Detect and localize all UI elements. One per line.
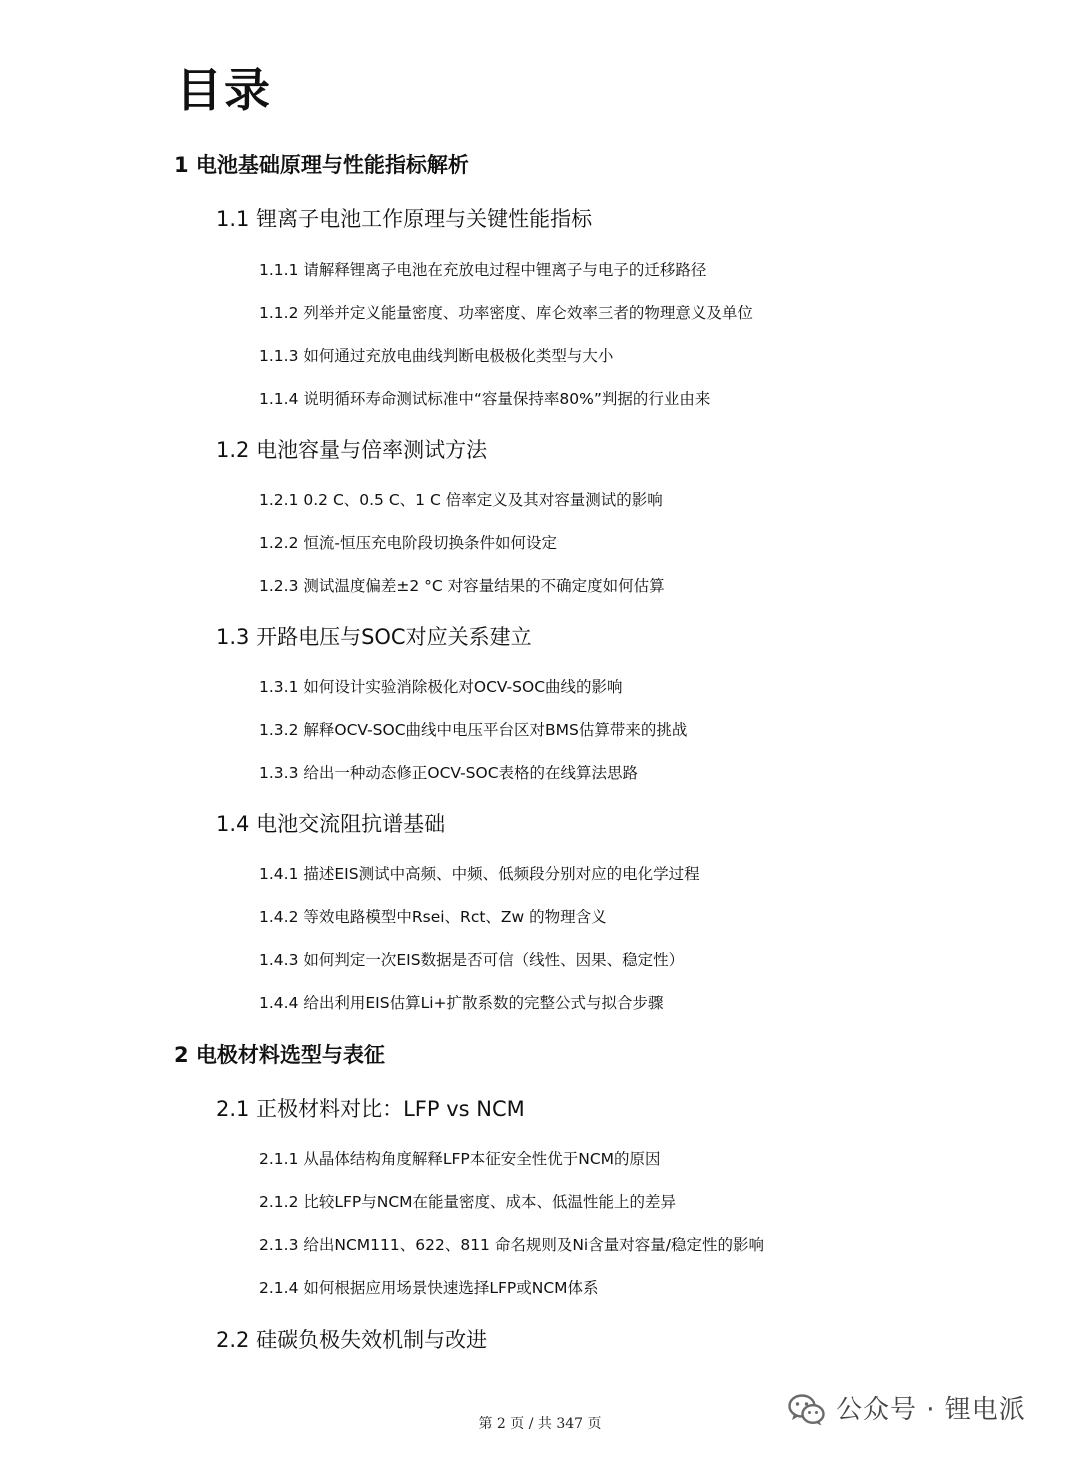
toc-item-1-4-2[interactable]: 1.4.2 等效电路模型中Rsei、Rct、Zw 的物理含义	[259, 908, 607, 926]
toc-section-1-4[interactable]: 1.4 电池交流阻抗谱基础	[216, 812, 446, 836]
page-indicator: 第 2 页 / 共 347 页	[478, 1416, 602, 1432]
toc-item-1-2-3[interactable]: 1.2.3 测试温度偏差±2 °C 对容量结果的不确定度如何估算	[259, 577, 665, 595]
toc-item-1-1-4[interactable]: 1.1.4 说明循环寿命测试标准中“容量保持率80%”判据的行业由来	[259, 390, 711, 408]
toc-item-2-1-4[interactable]: 2.1.4 如何根据应用场景快速选择LFP或NCM体系	[259, 1279, 599, 1297]
wechat-icon	[788, 1393, 826, 1427]
toc-item-2-1-1[interactable]: 2.1.1 从晶体结构角度解释LFP本征安全性优于NCM的原因	[259, 1150, 661, 1168]
toc-item-2-1-3[interactable]: 2.1.3 给出NCM111、622、811 命名规则及Ni含量对容量/稳定性的影响	[259, 1236, 764, 1254]
watermark-text: 公众号 · 锂电派	[836, 1395, 1026, 1425]
toc-item-1-3-3[interactable]: 1.3.3 给出一种动态修正OCV-SOC表格的在线算法思路	[259, 764, 639, 782]
toc-item-1-4-1[interactable]: 1.4.1 描述EIS测试中高频、中频、低频段分别对应的电化学过程	[259, 865, 700, 883]
toc-chapter-1[interactable]: 1 电池基础原理与性能指标解析	[174, 153, 469, 177]
toc-section-1-2[interactable]: 1.2 电池容量与倍率测试方法	[216, 438, 488, 462]
toc-item-1-1-1[interactable]: 1.1.1 请解释锂离子电池在充放电过程中锂离子与电子的迁移路径	[259, 261, 707, 279]
toc-section-2-2[interactable]: 2.2 硅碳负极失效机制与改进	[216, 1328, 488, 1352]
watermark	[788, 1388, 1026, 1432]
toc-chapter-2[interactable]: 2 电极材料选型与表征	[174, 1043, 385, 1067]
toc-item-1-1-2[interactable]: 1.1.2 列举并定义能量密度、功率密度、库仑效率三者的物理意义及单位	[259, 304, 753, 322]
toc-section-1-3[interactable]: 1.3 开路电压与SOC对应关系建立	[216, 625, 532, 649]
toc-item-1-2-2[interactable]: 1.2.2 恒流-恒压充电阶段切换条件如何设定	[259, 534, 557, 552]
toc-item-1-3-1[interactable]: 1.3.1 如何设计实验消除极化对OCV-SOC曲线的影响	[259, 678, 623, 696]
page-title: 目录	[176, 63, 272, 117]
toc-item-2-1-2[interactable]: 2.1.2 比较LFP与NCM在能量密度、成本、低温性能上的差异	[259, 1193, 677, 1211]
toc-item-1-3-2[interactable]: 1.3.2 解释OCV-SOC曲线中电压平台区对BMS估算带来的挑战	[259, 721, 688, 739]
toc-item-1-1-3[interactable]: 1.1.3 如何通过充放电曲线判断电极极化类型与大小	[259, 347, 614, 365]
toc-section-1-1[interactable]: 1.1 锂离子电池工作原理与关键性能指标	[216, 207, 593, 231]
toc-section-2-1[interactable]: 2.1 正极材料对比：LFP vs NCM	[216, 1097, 525, 1121]
toc-item-1-4-4[interactable]: 1.4.4 给出利用EIS估算Li+扩散系数的完整公式与拟合步骤	[259, 994, 664, 1012]
toc-item-1-4-3[interactable]: 1.4.3 如何判定一次EIS数据是否可信（线性、因果、稳定性）	[259, 951, 685, 969]
toc-item-1-2-1[interactable]: 1.2.1 0.2 C、0.5 C、1 C 倍率定义及其对容量测试的影响	[259, 491, 663, 509]
